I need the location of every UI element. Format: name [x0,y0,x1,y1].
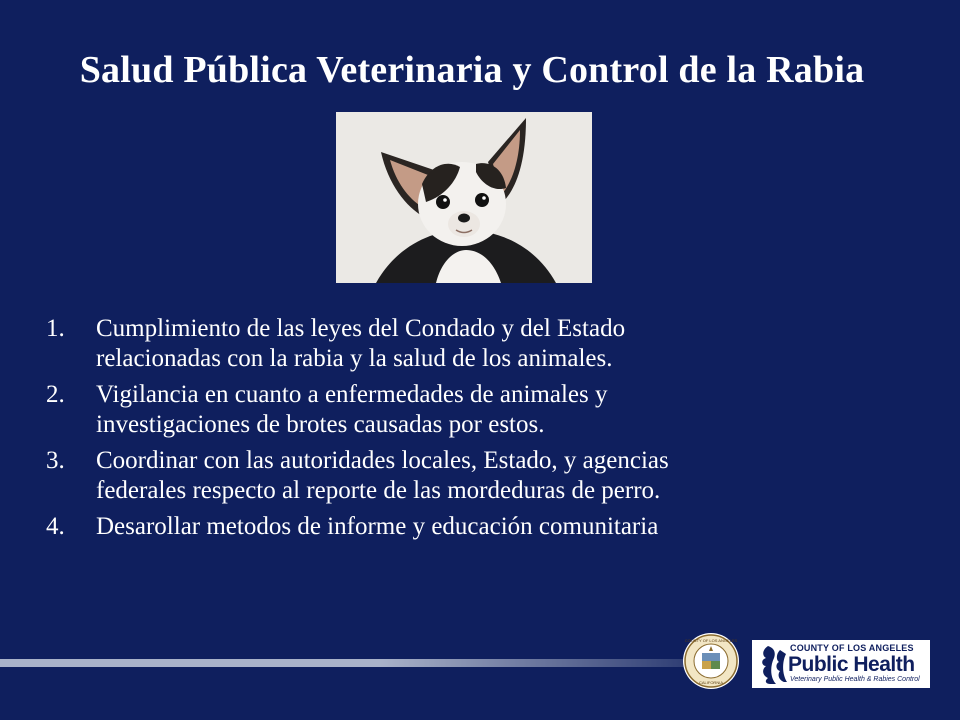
list-item-line: relacionadas con la rabia y la salud de los animales. [96,345,613,372]
slide-title: Salud Pública Veterinaria y Control de la Rabia [79,49,865,91]
list-item-line: Vigilancia en cuanto a enfermedades de animales y [96,381,608,408]
logo-county-text: COUNTY OF LOS ANGELES [790,643,914,653]
seal-bottom-text: CALIFORNIA [698,680,724,685]
list-item-number: 2. [46,381,65,408]
list-item [46,446,906,506]
county-seal-icon [682,632,740,690]
seal-top-text: COUNTY OF LOS ANGELES [684,638,738,643]
list-item [46,512,906,542]
faces-logo-icon [754,644,788,684]
list-item-number: 1. [46,315,65,342]
list-item-line: Desarollar metodos de informe y educación comunitaria [96,513,659,540]
list-item-line: federales respecto al reporte de las mordeduras de perro. [96,477,661,504]
logo-main-text: Public Health [788,653,915,676]
chihuahua-photo [336,112,592,283]
public-health-logo [752,640,930,688]
list-item-number: 3. [46,447,65,474]
list-item-line: investigaciones de brotes causadas por estos. [96,411,545,438]
list-item-line: Cumplimiento de las leyes del Condado y del Estado [96,315,626,342]
list-item [46,380,906,440]
list-item-line: Coordinar con las autoridades locales, Estado, y agencias [96,447,669,474]
logo-subtitle-text: Veterinary Public Health & Rabies Control [790,676,920,683]
list-item-number: 4. [46,513,65,540]
footer-divider [0,659,690,667]
objectives-list [46,314,906,548]
list-item [46,314,906,374]
